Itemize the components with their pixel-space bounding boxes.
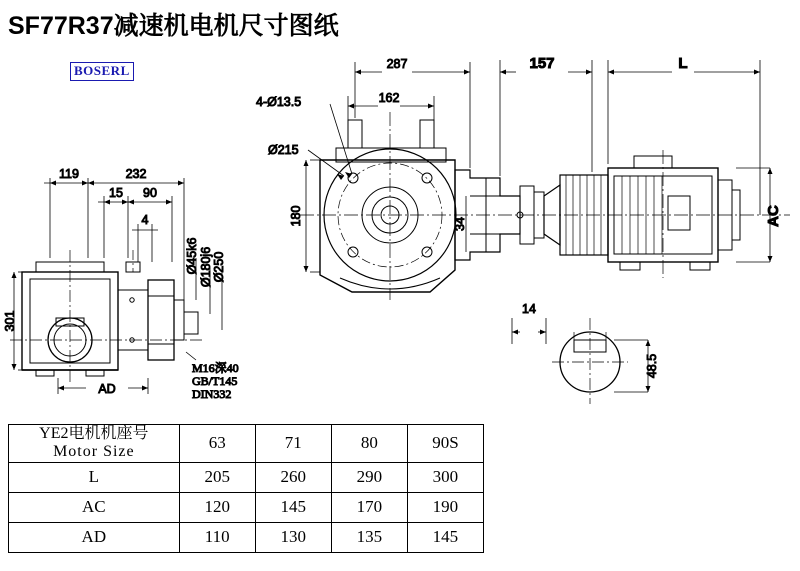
size-80: 80 [331, 425, 407, 463]
row-label-ad: AD [9, 522, 180, 552]
cell-ac-80: 170 [331, 492, 407, 522]
dim-15: 15 [109, 186, 123, 200]
dim-180j6: Ø180j6 [199, 246, 213, 288]
dim-250: Ø250 [212, 251, 226, 283]
row-label-ac: AC [9, 492, 180, 522]
dim-215: Ø215 [268, 143, 299, 157]
cell-ac-71: 145 [255, 492, 331, 522]
row-label-l: L [9, 462, 180, 492]
cell-ac-90s: 190 [407, 492, 483, 522]
dim-4: 4 [141, 213, 149, 227]
dim-L: L [678, 55, 688, 72]
table-header-row [9, 425, 484, 463]
dim-14: 14 [522, 302, 536, 316]
cell-ad-90s: 145 [407, 522, 483, 552]
dim-180: 180 [289, 205, 303, 227]
cell-ad-71: 130 [255, 522, 331, 552]
motor-size-table [8, 424, 484, 553]
dim-45k6: Ø45k6 [185, 237, 199, 275]
cell-ac-63: 120 [179, 492, 255, 522]
dim-157: 157 [529, 55, 555, 72]
dim-287: 287 [386, 57, 408, 71]
dim-119: 119 [59, 167, 79, 181]
cell-l-90s: 300 [407, 462, 483, 492]
dim-232: 232 [125, 167, 147, 181]
dim-485: 48.5 [645, 353, 659, 379]
dim-AD: AD [98, 382, 116, 396]
table-row [9, 492, 484, 522]
size-63: 63 [179, 425, 255, 463]
cell-l-80: 290 [331, 462, 407, 492]
dim-90: 90 [143, 186, 157, 200]
cell-ad-63: 110 [179, 522, 255, 552]
cell-l-63: 205 [179, 462, 255, 492]
size-71: 71 [255, 425, 331, 463]
dim-AC: AC [765, 205, 782, 227]
left-view [10, 250, 205, 385]
cell-ad-80: 135 [331, 522, 407, 552]
table-row [9, 462, 484, 492]
page-title: SF77R37减速机电机尺寸图纸 [8, 12, 339, 40]
table-row [9, 522, 484, 552]
size-90s: 90S [407, 425, 483, 463]
dim-301: 301 [3, 310, 17, 332]
dim-162: 162 [378, 91, 400, 105]
shaft-detail [552, 318, 628, 404]
table-header-cell [9, 425, 180, 463]
cell-l-71: 260 [255, 462, 331, 492]
header-line-1: YE2电机机座号 [39, 425, 149, 442]
header-line-2: Motor Size [53, 443, 135, 461]
dim-34: 34 [453, 217, 467, 231]
note-gb: GB/T145 [192, 374, 238, 388]
note-m16: M16深40 [192, 361, 239, 375]
dim-4x135: 4-Ø13.5 [256, 95, 302, 109]
main-view [300, 112, 790, 300]
note-din: DIN332 [192, 387, 232, 401]
brand-logo: BOSERL [70, 62, 134, 81]
